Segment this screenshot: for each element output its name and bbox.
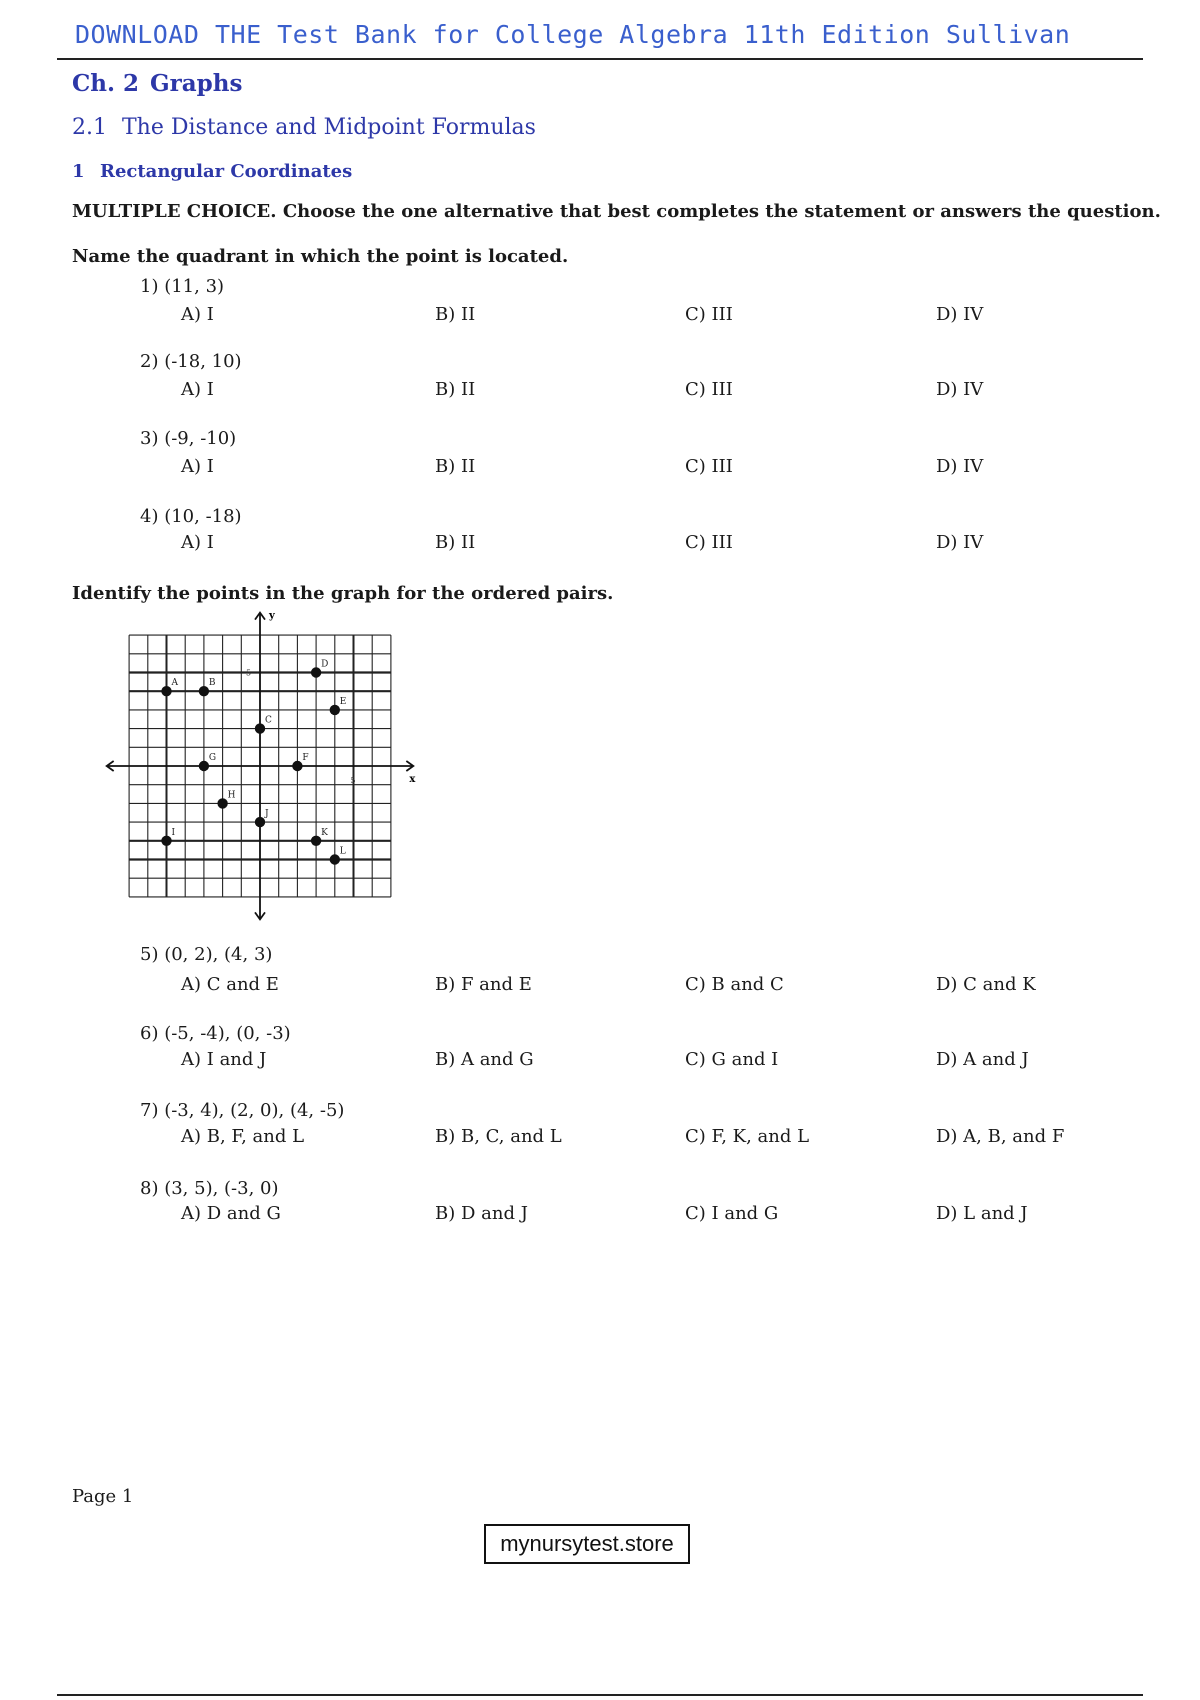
graph-point — [311, 667, 321, 677]
question-prompt: 4) (10, -18) — [140, 506, 242, 527]
choice-d: D) IV — [936, 456, 984, 477]
choice-c: C) I and G — [685, 1203, 779, 1224]
choice-b: B) II — [435, 304, 476, 325]
graph-point — [199, 686, 209, 696]
choice-d: D) IV — [936, 379, 984, 400]
answer-choices — [181, 304, 1081, 328]
graph-point-label: G — [208, 753, 217, 763]
choice-c: C) III — [685, 456, 733, 477]
choice-a: A) I — [181, 379, 214, 400]
graph-point-label: B — [208, 678, 216, 689]
question-prompt: 8) (3, 5), (-3, 0) — [140, 1178, 279, 1199]
choice-c: C) B and C — [685, 974, 784, 995]
x-axis-label: x — [409, 774, 416, 785]
graph-point — [255, 817, 265, 827]
choice-b: B) II — [435, 456, 476, 477]
chapter-title: Graphs — [150, 70, 243, 97]
question-prompt: 2) (-18, 10) — [140, 351, 242, 372]
graph-point-label: D — [321, 659, 329, 670]
answer-choices — [181, 1049, 1081, 1073]
choice-d: D) A, B, and F — [936, 1126, 1065, 1147]
choice-a: A) D and G — [181, 1203, 281, 1224]
answer-choices — [181, 974, 1081, 998]
graph-point-label: L — [339, 846, 346, 857]
download-banner — [57, 18, 1143, 60]
section-title: The Distance and Midpoint Formulas — [122, 115, 536, 140]
graph-point-label: I — [171, 827, 176, 838]
graph-point-label: E — [339, 696, 347, 707]
answer-choices — [181, 532, 1081, 556]
page-number: Page 1 — [72, 1486, 134, 1507]
choice-a: A) I — [181, 304, 214, 325]
choice-b: B) II — [435, 379, 476, 400]
choice-a: A) C and E — [181, 974, 279, 995]
section-number: 2.1 — [72, 115, 107, 140]
choice-b: B) D and J — [435, 1203, 528, 1224]
answer-choices — [181, 456, 1081, 480]
graph-point — [330, 705, 340, 715]
download-banner-text[interactable]: DOWNLOAD THE Test Bank for College Algebra 11th Edition Sullivan — [75, 20, 1071, 49]
graph-point — [330, 854, 340, 864]
question-prompt: 6) (-5, -4), (0, -3) — [140, 1023, 291, 1044]
graph-point — [311, 836, 321, 846]
choice-b: B) F and E — [435, 974, 532, 995]
choice-d: D) C and K — [936, 974, 1036, 995]
choice-c: C) III — [685, 379, 733, 400]
section-heading — [72, 115, 536, 140]
graph-point-label: F — [302, 753, 309, 763]
quadrant-directions: Name the quadrant in which the point is located. — [72, 246, 569, 267]
choice-c: C) III — [685, 532, 733, 553]
question-prompt: 1) (11, 3) — [140, 276, 225, 297]
choice-d: D) IV — [936, 304, 984, 325]
answer-choices — [181, 1126, 1081, 1150]
chapter-heading — [72, 70, 242, 97]
graph-point-label: C — [265, 715, 272, 726]
choice-a: A) B, F, and L — [181, 1126, 305, 1147]
choice-b: B) II — [435, 532, 476, 553]
answer-choices — [181, 1203, 1081, 1227]
graph-directions: Identify the points in the graph for the ordered pairs. — [72, 583, 614, 604]
coordinate-graph — [100, 610, 430, 930]
choice-d: D) A and J — [936, 1049, 1029, 1070]
multiple-choice-instructions: MULTIPLE CHOICE. Choose the one alternative that best completes the statement or answers the question. — [72, 201, 1161, 222]
subsection-number: 1 — [72, 161, 85, 182]
graph-point — [255, 723, 265, 733]
choice-a: A) I — [181, 532, 214, 553]
choice-c: C) III — [685, 304, 733, 325]
choice-c: C) F, K, and L — [685, 1126, 810, 1147]
choice-b: B) A and G — [435, 1049, 534, 1070]
graph-point — [161, 836, 171, 846]
subsection-heading — [72, 161, 352, 182]
y-axis-label: y — [269, 610, 275, 622]
subsection-title: Rectangular Coordinates — [100, 161, 353, 182]
choice-d: D) L and J — [936, 1203, 1028, 1224]
choice-c: C) G and I — [685, 1049, 779, 1070]
coordinate-graph-svg — [100, 610, 430, 930]
watermark-link[interactable]: mynursytest.store — [484, 1524, 690, 1564]
graph-point — [199, 761, 209, 771]
choice-d: D) IV — [936, 532, 984, 553]
choice-a: A) I and J — [181, 1049, 267, 1070]
x-tick-label: 5 — [350, 776, 356, 785]
graph-point — [217, 798, 227, 808]
graph-point-label: K — [321, 827, 328, 838]
answer-choices — [181, 379, 1081, 403]
choice-b: B) B, C, and L — [435, 1126, 562, 1147]
graph-point-label: H — [227, 790, 236, 801]
question-prompt: 5) (0, 2), (4, 3) — [140, 944, 273, 965]
graph-point-label: A — [171, 678, 178, 689]
graph-point-label: J — [265, 809, 269, 820]
footer-rule — [57, 1694, 1143, 1696]
question-prompt: 7) (-3, 4), (2, 0), (4, -5) — [140, 1100, 345, 1121]
choice-a: A) I — [181, 456, 214, 477]
y-tick-label: 5 — [246, 668, 252, 678]
graph-point — [292, 761, 302, 771]
chapter-number: Ch. 2 — [72, 70, 140, 97]
question-prompt: 3) (-9, -10) — [140, 428, 237, 449]
graph-point — [161, 686, 171, 696]
